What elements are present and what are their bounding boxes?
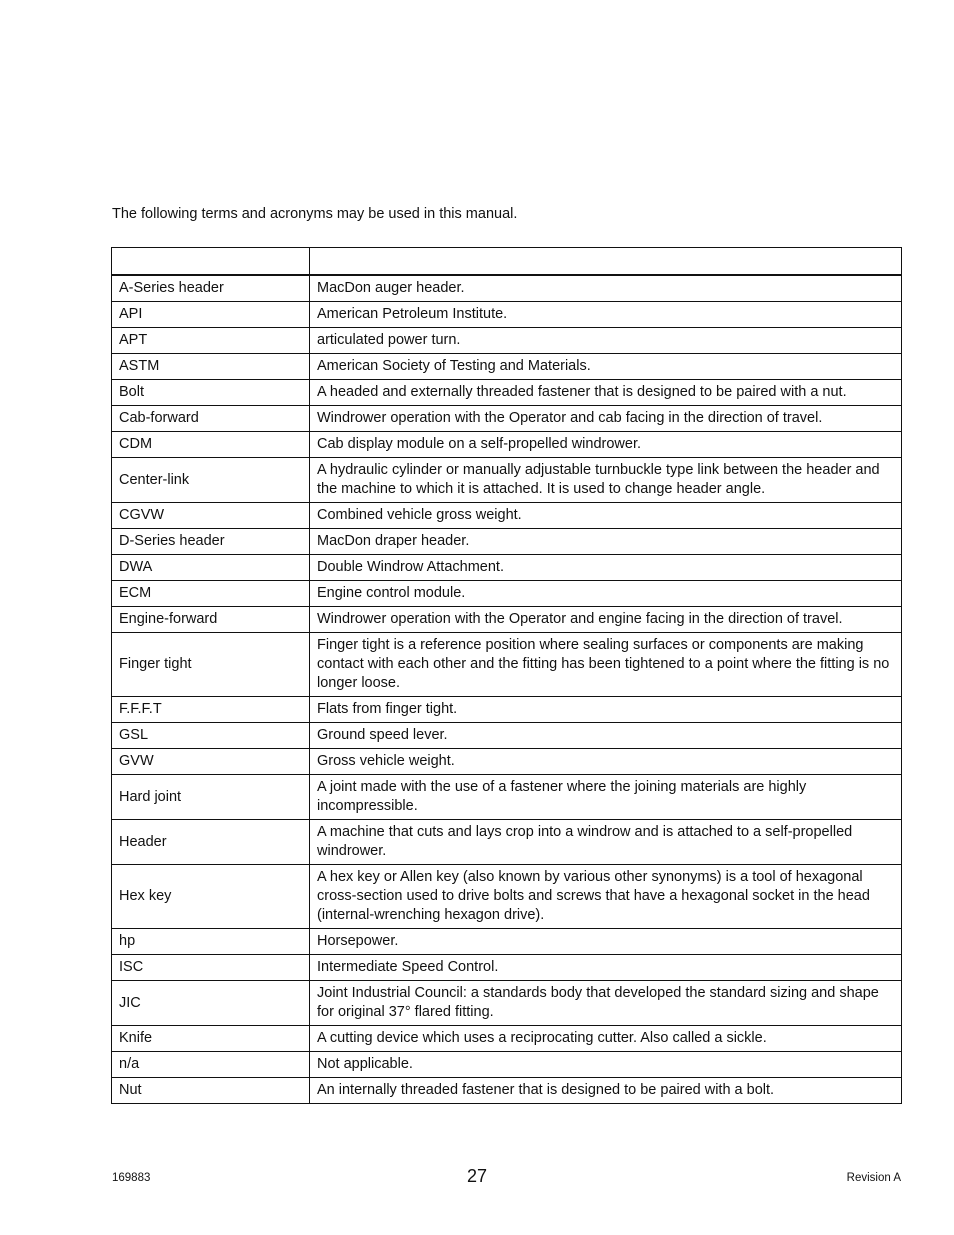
definition-cell: Horsepower. <box>310 929 902 955</box>
term-cell: ASTM <box>112 354 310 380</box>
table-row <box>112 328 902 354</box>
definition-cell: American Petroleum Institute. <box>310 302 902 328</box>
term-cell: Nut <box>112 1078 310 1104</box>
definition-cell: Cab display module on a self-propelled windrower. <box>310 432 902 458</box>
definition-cell: Joint Industrial Council: a standards body that developed the standard sizing and shape for original 37° flared fitting. <box>310 981 902 1026</box>
table-row <box>112 458 902 503</box>
table-row <box>112 633 902 697</box>
definition-cell: Finger tight is a reference position where sealing surfaces or components are making contact with each other and the fitting has been tightened to a point where the fitting is no longer loose. <box>310 633 902 697</box>
definition-cell: Not applicable. <box>310 1052 902 1078</box>
definition-cell: Intermediate Speed Control. <box>310 955 902 981</box>
definition-cell: Combined vehicle gross weight. <box>310 503 902 529</box>
table-row <box>112 865 902 929</box>
term-cell: Hard joint <box>112 775 310 820</box>
header-term <box>112 248 310 276</box>
definition-cell: articulated power turn. <box>310 328 902 354</box>
table-row <box>112 302 902 328</box>
term-cell: Center-link <box>112 458 310 503</box>
terms-table <box>111 247 902 1104</box>
table-row <box>112 981 902 1026</box>
table-row <box>112 820 902 865</box>
definition-cell: A cutting device which uses a reciprocating cutter. Also called a sickle. <box>310 1026 902 1052</box>
revision-label: Revision A <box>846 1172 901 1184</box>
table-row <box>112 1078 902 1104</box>
terms-table-body <box>112 248 902 1104</box>
table-row <box>112 380 902 406</box>
term-cell: Engine-forward <box>112 607 310 633</box>
definition-cell: MacDon auger header. <box>310 275 902 302</box>
term-cell: D-Series header <box>112 529 310 555</box>
term-cell: API <box>112 302 310 328</box>
term-cell: Knife <box>112 1026 310 1052</box>
definition-cell: Gross vehicle weight. <box>310 749 902 775</box>
term-cell: F.F.F.T <box>112 697 310 723</box>
term-cell: GVW <box>112 749 310 775</box>
table-row <box>112 929 902 955</box>
table-row <box>112 503 902 529</box>
term-cell: ISC <box>112 955 310 981</box>
term-cell: Cab-forward <box>112 406 310 432</box>
term-cell: A-Series header <box>112 275 310 302</box>
definition-cell: A joint made with the use of a fastener where the joining materials are highly incompressible. <box>310 775 902 820</box>
table-row <box>112 955 902 981</box>
term-cell: n/a <box>112 1052 310 1078</box>
term-cell: APT <box>112 328 310 354</box>
term-cell: ECM <box>112 581 310 607</box>
definition-cell: Flats from finger tight. <box>310 697 902 723</box>
definition-cell: A hydraulic cylinder or manually adjustable turnbuckle type link between the header and the machine to which it is attached. It is used to change header angle. <box>310 458 902 503</box>
definition-cell: A headed and externally threaded fastener that is designed to be paired with a nut. <box>310 380 902 406</box>
table-row <box>112 749 902 775</box>
definition-cell: Windrower operation with the Operator and engine facing in the direction of travel. <box>310 607 902 633</box>
definition-cell: Double Windrow Attachment. <box>310 555 902 581</box>
header-definition <box>310 248 902 276</box>
definition-cell: Engine control module. <box>310 581 902 607</box>
term-cell: hp <box>112 929 310 955</box>
definition-cell: American Society of Testing and Materials. <box>310 354 902 380</box>
intro-text: The following terms and acronyms may be used in this manual. <box>112 206 518 222</box>
term-cell: Finger tight <box>112 633 310 697</box>
table-header-row <box>112 248 902 276</box>
table-row <box>112 432 902 458</box>
table-row <box>112 1052 902 1078</box>
table-row <box>112 775 902 820</box>
table-row <box>112 697 902 723</box>
term-cell: DWA <box>112 555 310 581</box>
table-row <box>112 555 902 581</box>
table-row <box>112 275 902 302</box>
table-row <box>112 1026 902 1052</box>
term-cell: GSL <box>112 723 310 749</box>
doc-number: 169883 <box>112 1172 151 1184</box>
term-cell: Hex key <box>112 865 310 929</box>
definition-cell: Windrower operation with the Operator and cab facing in the direction of travel. <box>310 406 902 432</box>
definition-cell: A machine that cuts and lays crop into a windrow and is attached to a self-propelled windrower. <box>310 820 902 865</box>
table-row <box>112 354 902 380</box>
table-row <box>112 406 902 432</box>
definition-cell: Ground speed lever. <box>310 723 902 749</box>
term-cell: Header <box>112 820 310 865</box>
term-cell: CGVW <box>112 503 310 529</box>
table-row <box>112 607 902 633</box>
term-cell: CDM <box>112 432 310 458</box>
page-number: 27 <box>466 1166 488 1186</box>
table-row <box>112 529 902 555</box>
term-cell: JIC <box>112 981 310 1026</box>
table-row <box>112 723 902 749</box>
definition-cell: MacDon draper header. <box>310 529 902 555</box>
term-cell: Bolt <box>112 380 310 406</box>
definition-cell: A hex key or Allen key (also known by various other synonyms) is a tool of hexagonal cross-section used to drive bolts and screws that have a hexagonal socket in the head (internal-wrenching hexagon drive). <box>310 865 902 929</box>
table-row <box>112 581 902 607</box>
definition-cell: An internally threaded fastener that is designed to be paired with a bolt. <box>310 1078 902 1104</box>
